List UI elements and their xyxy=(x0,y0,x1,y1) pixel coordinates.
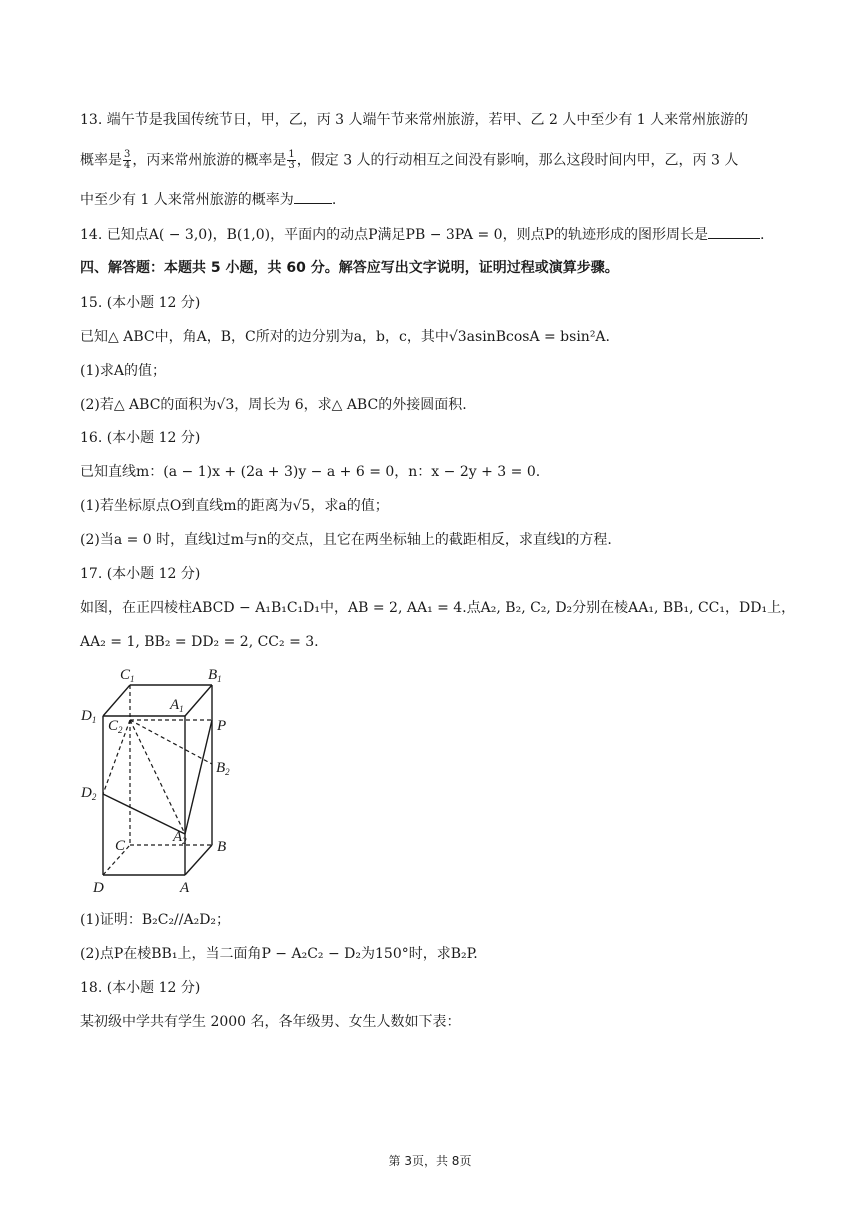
segment-C2-B2 xyxy=(130,720,212,764)
edge-A1-B1 xyxy=(185,685,212,716)
q13-line2 xyxy=(80,150,738,171)
q18-header: 18. (本小题 12 分) xyxy=(80,980,201,996)
label-D: D xyxy=(93,880,104,896)
q13-fraction-1-3 xyxy=(287,150,295,171)
q18-stem: 某初级中学共有学生 2000 名，各年级男、女生人数如下表： xyxy=(80,1014,461,1030)
q13-line2-b: ，丙来常州旅游的概率是 xyxy=(132,152,287,169)
q13-line3 xyxy=(80,190,336,210)
segment-A2-P xyxy=(185,720,212,834)
label-D1: $D_1$ xyxy=(81,708,97,725)
q16-part1: (1)若坐标原点O到直线m的距离为√5，求a的值； xyxy=(80,498,389,514)
frac-denominator: 4 xyxy=(124,160,131,171)
edge-A-B xyxy=(185,845,212,875)
q17-header: 17. (本小题 12 分) xyxy=(80,566,201,582)
q15-part1: (1)求A的值； xyxy=(80,363,166,379)
edge-D1-C1 xyxy=(103,685,130,716)
label-A2: $A_2$ xyxy=(173,829,187,846)
page-footer: 第 3页，共 8页 xyxy=(388,1154,472,1168)
q13-line2-a: 概率是 xyxy=(80,152,122,169)
label-A1: $A_1$ xyxy=(170,697,184,714)
label-A: A xyxy=(180,880,190,896)
label-B2: $B_2$ xyxy=(216,760,230,777)
label-B1: $B_1$ xyxy=(208,667,222,684)
q17-stem-line1: 如图，在正四棱柱ABCD − A₁B₁C₁D₁中，AB = 2, AA₁ = 4.点A₂, B₂, C₂, D₂分别在棱AA₁, BB₁, CC₁，DD₁上， xyxy=(80,600,796,616)
label-C2: $C_2$ xyxy=(108,718,123,735)
q15-header: 15. (本小题 12 分) xyxy=(80,295,201,311)
q15-part2: (2)若△ ABC的面积为√3，周长为 6，求△ ABC的外接圆面积. xyxy=(80,397,467,413)
q13-line3-text: 中至少有 1 人来常州旅游的概率为 xyxy=(80,192,294,208)
q14-text: 14. 已知点A( − 3,0)，B(1,0)，平面内的动点P满足PB − 3PA = 0，则点P的轨迹形成的图形周长是 xyxy=(80,227,708,243)
q14-end: . xyxy=(760,227,765,243)
q16-header: 16. (本小题 12 分) xyxy=(80,430,201,446)
q17-stem-line2: AA₂ = 1, BB₂ = DD₂ = 2, CC₂ = 3. xyxy=(80,634,319,650)
q13-line2-c: ，假定 3 人的行动相互之间没有影响，那么这段时间内甲，乙，丙 3 人 xyxy=(296,152,739,169)
q13-fraction-3-4 xyxy=(123,150,131,171)
q16-stem: 已知直线m：(a − 1)x + (2a + 3)y − a + 6 = 0，n：x − 2y + 3 = 0. xyxy=(80,464,541,480)
prism-figure xyxy=(78,660,238,896)
label-P: P xyxy=(217,718,227,734)
frac-numerator: 3 xyxy=(124,149,131,160)
q17-part2: (2)点P在棱BB₁上，当二面角P − A₂C₂ − D₂为150°时，求B₂P. xyxy=(80,946,478,962)
q13-line3-end: . xyxy=(331,192,337,208)
q14 xyxy=(80,225,764,245)
q13-line1: 13. 端午节是我国传统节日，甲，乙，丙 3 人端午节来常州旅游，若甲、乙 2 人中至少有 1 人来常州旅游的 xyxy=(80,112,749,128)
segment-C2-A2 xyxy=(130,720,185,834)
label-D2: $D_2$ xyxy=(81,785,97,802)
segment-D2-A2 xyxy=(103,794,185,834)
label-C: C xyxy=(115,838,126,854)
section-heading: 四、解答题：本题共 5 小题，共 60 分。解答应写出文字说明，证明过程或演算步骤。 xyxy=(80,260,619,276)
q16-part2: (2)当a = 0 时，直线l过m与n的交点，且它在两坐标轴上的截距相反，求直线l的方程. xyxy=(80,532,612,548)
answer-blank xyxy=(708,238,760,239)
q17-part1: (1)证明：B₂C₂//A₂D₂； xyxy=(80,912,231,928)
frac-denominator: 3 xyxy=(288,160,295,171)
label-C1: $C_1$ xyxy=(120,667,135,684)
label-B: B xyxy=(217,839,227,855)
frac-numerator: 1 xyxy=(288,149,295,160)
q15-stem: 已知△ ABC中，角A，B，C所对的边分别为a，b，c，其中√3asinBcosA = bsin²A. xyxy=(80,329,610,345)
answer-blank xyxy=(294,203,332,204)
